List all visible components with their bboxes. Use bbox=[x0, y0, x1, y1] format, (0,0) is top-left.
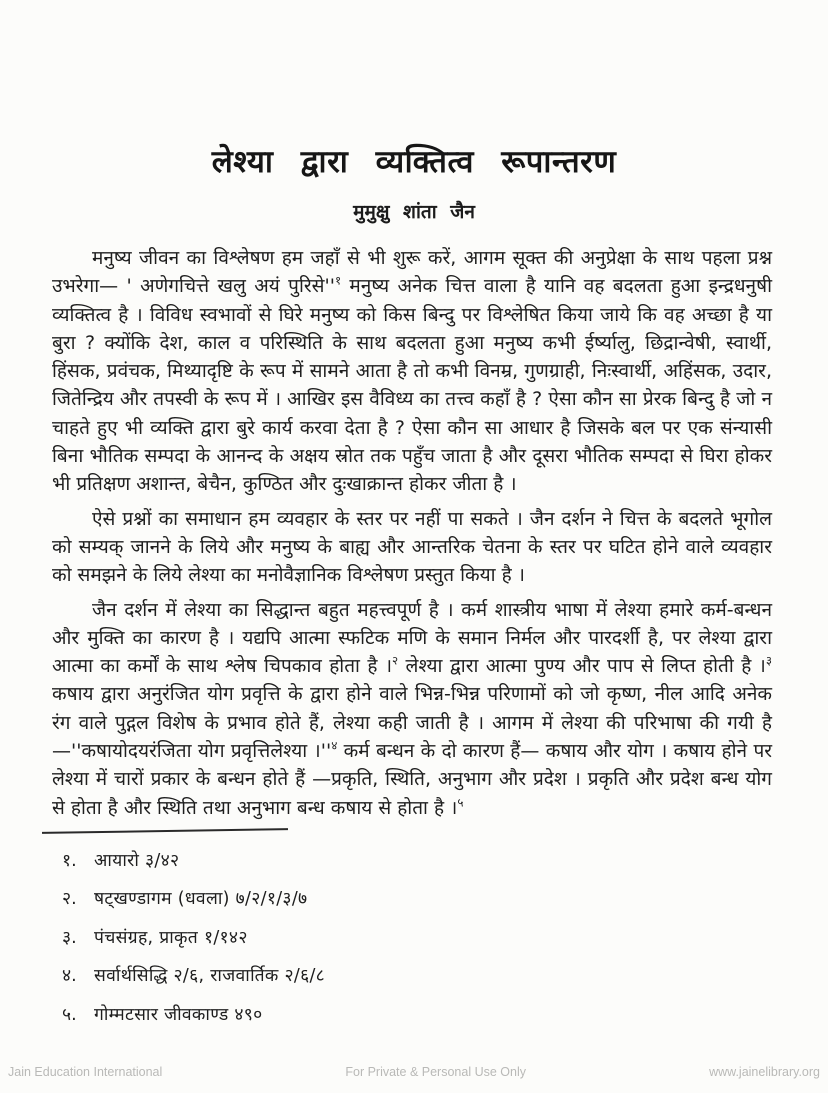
paragraph-3-text: कषाय द्वारा अनुरंजित योग प्रवृत्ति के द्वारा होने वाले भिन्न-भिन्न परिणामों को जो कृष्ण, नील आदि अनेक रंग वाले पुद्गल विशेष के प्रभाव होते हैं, लेश्या कही जाती है । आगम में लेश्या की परिभाषा की गयी है—''कषायोदयरंजिता योग प्रवृत्तिलेश्या ।'' bbox=[52, 683, 772, 763]
footnote-number: ५. bbox=[62, 1004, 77, 1025]
footnote-text: गोम्मटसार जीवकाण्ड ४९० bbox=[94, 1004, 263, 1025]
footnote-divider bbox=[42, 828, 288, 834]
footnote-text: पंचसंग्रह, प्राकृत १/१४२ bbox=[94, 927, 248, 948]
paragraph-3-text: जैन दर्शन में लेश्या का सिद्धान्त बहुत महत्त्वपूर्ण है । कर्म शास्त्रीय भाषा में लेश्या हमारे कर्म-बन्धन और मुक्ति का कारण है । यद्यपि आत्मा स्फटिक मणि के समान निर्मल और पारदर्शी है, पर लेश्या द्वारा आत्मा का कर्मों के साथ श्लेष चिपकाव होता है । bbox=[52, 598, 772, 678]
page-title: लेश्या द्वारा व्यक्तित्व रूपान्तरण bbox=[211, 144, 617, 180]
footer-website: www.jainelibrary.org bbox=[709, 1065, 820, 1079]
footnote-text: आयारो ३/४२ bbox=[94, 850, 180, 871]
paragraph-2 bbox=[52, 505, 772, 590]
scan-footer bbox=[0, 1065, 828, 1079]
footnote-item bbox=[62, 925, 772, 949]
footnote-text: सर्वार्थसिद्धि २/६, राजवार्तिक २/६/८ bbox=[94, 966, 326, 987]
paragraph-3 bbox=[52, 596, 772, 822]
footnote-marker-3: ३ bbox=[765, 653, 772, 668]
footnote-item bbox=[62, 1002, 772, 1026]
footnote-marker-5: ५ bbox=[457, 795, 464, 810]
footnote-item bbox=[62, 886, 772, 910]
paragraph-1-text: मनुष्य जीवन का विश्लेषण हम जहाँ से भी शुरू करें, आगम सूक्त की अनुप्रेक्षा के साथ पहला प्रश्न उभरेगा— ' अणेगचित्ते खलु अयं पुरिसे'' bbox=[52, 247, 772, 298]
footnote-item bbox=[62, 963, 772, 987]
footnote-marker-2: २ bbox=[392, 653, 399, 668]
footnote-item bbox=[62, 848, 772, 872]
paragraph-2-text: ऐसे प्रश्नों का समाधान हम व्यवहार के स्तर पर नहीं पा सकते । जैन दर्शन ने चित्त के बदलते भूगोल को सम्यक् जानने के लिये और मनुष्य के बाह्य और आन्तरिक चेतना के स्तर पर घटित होने वाले व्यवहार को समझने के लिये लेश्या का मनोवैज्ञानिक विश्लेषण प्रस्तुत किया है । bbox=[52, 507, 772, 587]
paragraph-3-text: लेश्या द्वारा आत्मा पुण्य और पाप से लिप्त होती है । bbox=[398, 655, 766, 678]
footnote-text: षट्खण्डागम (धवला) ७/२/१/३/७ bbox=[94, 889, 308, 910]
footnote-marker-1: १ bbox=[334, 273, 342, 288]
author-name: मुमुक्षु शांता जैन bbox=[353, 201, 475, 223]
footer-publisher: Jain Education International bbox=[8, 1065, 163, 1079]
footnote-number: ४. bbox=[62, 966, 77, 987]
footer-usage-notice: For Private & Personal Use Only bbox=[345, 1065, 526, 1079]
footnote-number: १. bbox=[62, 850, 77, 871]
paragraph-1 bbox=[52, 244, 772, 499]
paragraph-3-text: कर्म बन्धन के दो कारण हैं— कषाय और योग । कषाय होने पर लेश्या में चारों प्रकार के बन्धन होते हैं —प्रकृति, स्थिति, अनुभाग और प्रदेश । प्रकृति और प्रदेश बन्ध योग से होता है और स्थिति तथा अनुभाग बन्ध कषाय से होता है । bbox=[52, 740, 773, 819]
paragraph-1-text: मनुष्य अनेक चित्त वाला है यानि वह बदलता हुआ इन्द्रधनुषी व्यक्तित्व है । विविध स्वभावों से घिरे मनुष्य को किस बिन्दु पर विश्लेषित किया जाये कि वह अच्छा है या बुरा ? क्योंकि देश, काल व परिस्थिति के साथ बदलता हुआ मनुष्य कभी ईर्ष्यालु, छिद्रान्वेषी, स्वार्थी, हिंसक, प्रवंचक, मिथ्यादृष्टि के रूप में सामने आता है तो कभी विनम्र, गुणग्राही, निःस्वार्थी, अहिंसक, उदार, जितेन्द्रिय और तपस्वी के रूप में । आखिर इस वैविध्य का तत्त्व कहाँ है ? ऐसा कौन सा प्रेरक बिन्दु है जो न चाहते हुए भी व्यक्ति द्वारा बुरे कार्य करवा देता है ? ऐसा कौन सा आधार है जिसके बल पर एक संन्यासी बिना भौतिक सम्पदा के आनन्द के अक्षय स्रोत तक पहुँच जाता है और दूसरा भौतिक सम्पदा से घिरा होकर भी प्रतिक्षण अशान्त, बेचैन, कुण्ठित और दुःखाक्रान्त होकर जीता है । bbox=[52, 275, 772, 496]
footnote-number: २. bbox=[62, 889, 77, 910]
footnote-marker-4: ४ bbox=[331, 738, 338, 753]
article-body bbox=[52, 244, 772, 822]
footnotes-section bbox=[62, 848, 772, 1026]
footnote-number: ३. bbox=[62, 927, 77, 948]
